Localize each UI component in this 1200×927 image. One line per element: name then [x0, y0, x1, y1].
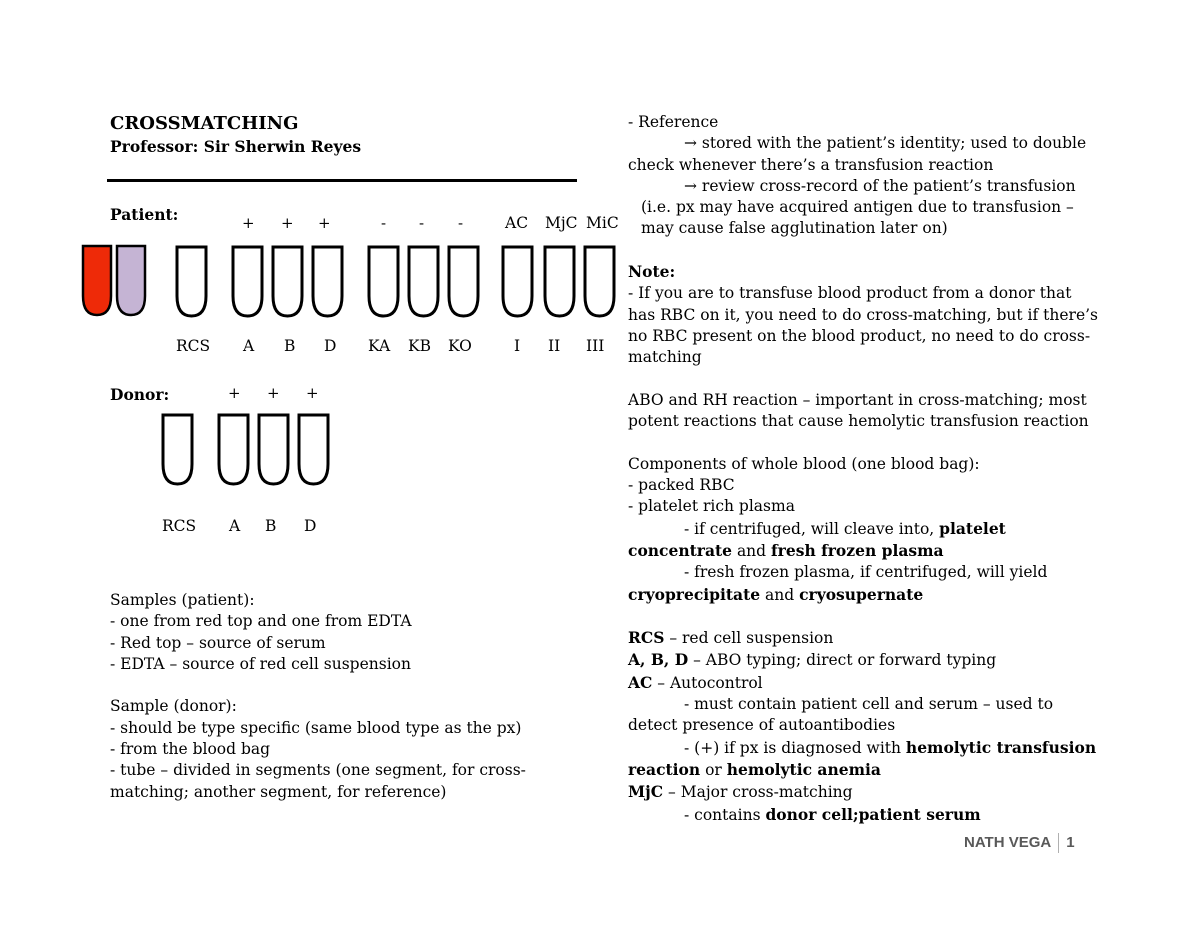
author-name: NATH VEGA	[964, 833, 1052, 851]
patient-tube-d-icon	[313, 247, 342, 316]
note-line: has RBC on it, you need to do cross-matching, but if there’s	[628, 305, 1099, 324]
component-line: - if centrifuged, will cleave into, platelet	[684, 518, 1006, 538]
note-heading: Note:	[628, 262, 676, 282]
patient-sign-kb: -	[419, 214, 425, 232]
note-line: matching	[628, 348, 702, 367]
patient-tube-ac-icon	[503, 247, 532, 316]
patient-label-rcs: RCS	[176, 337, 211, 355]
component-line: - packed RBC	[628, 476, 735, 495]
donor-tube-b-icon	[259, 415, 288, 484]
component-line: - fresh frozen plasma, if centrifuged, will yield	[684, 563, 1048, 582]
note-line: - tube – divided in segments (one segment, for cross-	[110, 761, 526, 780]
note-line: - should be type specific (same blood type as the px)	[110, 718, 522, 737]
right-column	[628, 112, 1098, 826]
donor-sign-b: +	[267, 384, 280, 402]
header-ac: AC	[505, 214, 529, 232]
donor-label-rcs: RCS	[162, 517, 197, 535]
reference-line: → stored with the patient’s identity; used to double	[684, 134, 1087, 153]
note-line: - from the blood bag	[110, 740, 271, 759]
definition-ac: AC – Autocontrol	[628, 672, 763, 692]
abo-line: potent reactions that cause hemolytic transfusion reaction	[628, 412, 1089, 431]
patient-label-kb: KB	[408, 337, 431, 355]
donor-sign-d: +	[306, 384, 319, 402]
note-line: - EDTA – source of red cell suspension	[110, 654, 411, 673]
edta-tube-icon	[117, 246, 145, 315]
note-line: - one from red top and one from EDTA	[110, 612, 412, 631]
component-line: cryoprecipitate and cryosupernate	[628, 584, 924, 604]
donor-sign-a: +	[228, 384, 241, 402]
abo-line: ABO and RH reaction – important in cross-matching; most	[628, 390, 1087, 409]
page-title: CROSSMATCHING	[110, 113, 299, 134]
reference-line: check whenever there’s a transfusion reaction	[628, 155, 994, 174]
patient-label-ka: KA	[368, 337, 391, 355]
reference-heading: - Reference	[628, 113, 719, 131]
donor-tube-d-icon	[299, 415, 328, 484]
definition-rcs: RCS – red cell suspension	[628, 628, 834, 648]
note-line: matching; another segment, for reference)	[110, 782, 447, 801]
patient-tube-mic-icon	[585, 247, 614, 316]
donor-label-b: B	[265, 517, 277, 535]
header-mic: MiC	[586, 214, 619, 232]
donor-tube-rcs-icon	[163, 415, 192, 484]
reference-line: → review cross-record of the patient’s transfusion	[684, 176, 1076, 195]
ac-detail-line: reaction or hemolytic anemia	[628, 759, 881, 779]
patient-sign-ka: -	[381, 214, 387, 232]
donor-tube-a-icon	[219, 415, 248, 484]
donor-label: Donor:	[110, 385, 170, 404]
patient-label-ii: II	[548, 337, 561, 355]
patient-label-a: A	[243, 337, 255, 355]
footer-divider	[1058, 833, 1059, 853]
patient-label-i: I	[514, 337, 521, 355]
reference-line: may cause false agglutination later on)	[641, 219, 948, 238]
patient-sign-d: +	[318, 214, 331, 232]
patient-tube-a-icon	[233, 247, 262, 316]
patient-label: Patient:	[110, 205, 179, 224]
red-top-tube-icon	[83, 246, 111, 315]
donor-label-d: D	[304, 517, 317, 535]
patient-label-d: D	[324, 337, 337, 355]
patient-sign-ko: -	[458, 214, 464, 232]
ac-detail-line: - must contain patient cell and serum – used to	[684, 695, 1054, 714]
patient-label-iii: III	[586, 337, 605, 355]
professor-line: Professor: Sir Sherwin Reyes	[110, 137, 362, 156]
patient-tube-mjc-icon	[545, 247, 574, 316]
note-line: Sample (donor):	[110, 697, 237, 716]
note-line: Samples (patient):	[110, 591, 255, 609]
patient-label-b: B	[284, 337, 296, 355]
definition-abd: A, B, D – ABO typing; direct or forward typing	[628, 650, 997, 670]
sample-notes	[110, 590, 526, 803]
component-line: - platelet rich plasma	[628, 497, 795, 516]
patient-label-ko: KO	[448, 337, 472, 355]
mjc-detail-line: - contains donor cell;patient serum	[684, 804, 981, 824]
donor-label-a: A	[229, 517, 241, 535]
patient-tube-b-icon	[273, 247, 302, 316]
patient-tube-ka-icon	[369, 247, 398, 316]
ac-detail-line: detect presence of autoantibodies	[628, 716, 896, 735]
patient-sign-b: +	[281, 214, 294, 232]
note-line: - Red top – source of serum	[110, 633, 326, 652]
reference-line: (i.e. px may have acquired antigen due to transfusion –	[641, 198, 1074, 217]
patient-tube-ko-icon	[449, 247, 478, 316]
note-line: no RBC present on the blood product, no need to do cross-	[628, 326, 1091, 345]
note-line: - If you are to transfuse blood product from a donor that	[628, 284, 1072, 303]
header-mjc: MjC	[545, 214, 578, 232]
ac-detail-line: - (+) if px is diagnosed with hemolytic transfusion	[684, 737, 1097, 757]
patient-tube-rcs-icon	[177, 247, 206, 316]
patient-sign-a: +	[242, 214, 255, 232]
patient-tube-kb-icon	[409, 247, 438, 316]
component-line: concentrate and fresh frozen plasma	[628, 540, 944, 560]
components-heading: Components of whole blood (one blood bag):	[628, 454, 980, 473]
page-footer	[964, 833, 1075, 853]
definition-mjc: MjC – Major cross-matching	[628, 782, 853, 802]
page-number: 1	[1066, 833, 1075, 851]
